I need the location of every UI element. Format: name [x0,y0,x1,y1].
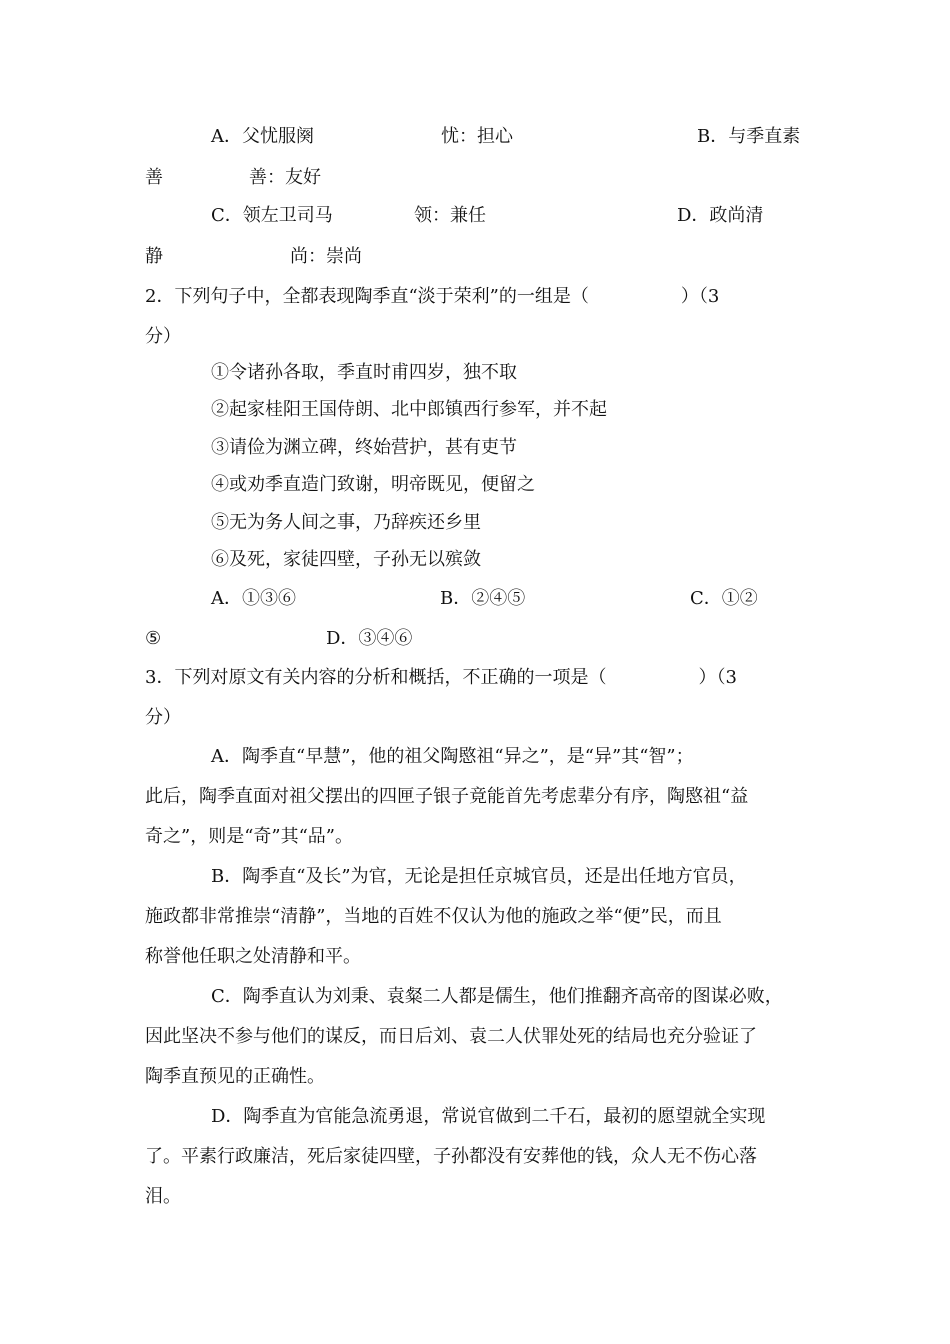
q1-option-d-gloss: 尚：崇尚 [290,246,362,267]
q2-item-2: ②起家桂阳王国侍朗、北中郎镇西行参军，并不起 [211,399,607,420]
q3-option-b-line2: 施政都非常推崇“清静”，当地的百姓不仅认为他的施政之举“便”民，而且 [145,906,722,927]
q3-stem-end: ）（3 [698,667,737,688]
q3-option-b-line1: B．陶季直“及长”为官，无论是担任京城官员，还是出任地方官员， [211,866,747,887]
q3-option-c-line3: 陶季直预见的正确性。 [145,1066,325,1087]
q2-option-c-cont: ⑤ [145,628,162,649]
q3-option-d-line1: D．陶季直为官能急流勇退，常说官做到二千石，最初的愿望就全实现 [211,1106,766,1127]
q2-option-c: C．①② [690,588,758,609]
q1-option-a: A．父忧服阕 [211,126,314,147]
q3-option-a-line1: A．陶季直“早慧”，他的祖父陶愍祖“异之”，是“异”其“智”； [211,746,694,767]
q1-option-c: C．领左卫司马 [211,205,333,226]
q2-option-b: B．②④⑤ [440,588,526,609]
q2-item-6: ⑥及死，家徒四壁，子孙无以殡敛 [211,549,481,570]
q1-option-c-gloss: 领：兼任 [414,205,486,226]
q3-option-c-line2: 因此坚决不参与他们的谋反，而日后刘、袁二人伏罪处死的结局也充分验证了 [145,1026,757,1047]
q3-stem-cont: 分） [145,707,181,728]
q2-item-1: ①令诸孙各取，季直时甫四岁，独不取 [211,362,517,383]
q3-stem-start: 3．下列对原文有关内容的分析和概括，不正确的一项是（ [145,667,607,688]
q3-option-b-line3: 称誉他任职之处清静和平。 [145,946,361,967]
q2-item-5: ⑤无为务人间之事，乃辞疾还乡里 [211,512,481,533]
q2-item-4: ④或劝季直造门致谢，明帝既见，便留之 [211,474,535,495]
q1-option-b-cont: 善 [145,167,163,188]
q1-option-a-gloss: 忧：担心 [441,126,513,147]
q2-stem-start: 2．下列句子中，全都表现陶季直“淡于荣利”的一组是（ [145,286,589,307]
q3-option-a-line2: 此后，陶季直面对祖父摆出的四匣子银子竟能首先考虑辈分有序，陶愍祖“益 [145,786,749,807]
q2-stem-end: ）（3 [680,286,720,307]
q2-option-d: D．③④⑥ [326,628,413,649]
q3-option-a-line3: 奇之”，则是“奇”其“品”。 [145,826,354,847]
q3-option-d-line2: 了。平素行政廉洁，死后家徒四壁，子孙都没有安葬他的钱，众人无不伤心落 [145,1146,757,1167]
q2-stem [145,285,719,309]
q3-option-c-line1: C．陶季直认为刘秉、袁粲二人都是儒生，他们推翻齐高帝的图谋必败， [211,986,783,1007]
q1-option-b-gloss: 善：友好 [249,167,321,188]
q1-option-d-cont: 静 [145,246,163,267]
q3-stem [145,666,737,690]
q2-item-3: ③请俭为渊立碑，终始营护，甚有吏节 [211,437,517,458]
q2-stem-cont: 分） [145,326,181,347]
q1-option-b: B．与季直素 [697,126,801,147]
q2-option-a: A．①③⑥ [211,588,296,609]
q3-option-d-line3: 泪。 [145,1186,181,1207]
q1-option-d: D．政尚清 [677,205,764,226]
